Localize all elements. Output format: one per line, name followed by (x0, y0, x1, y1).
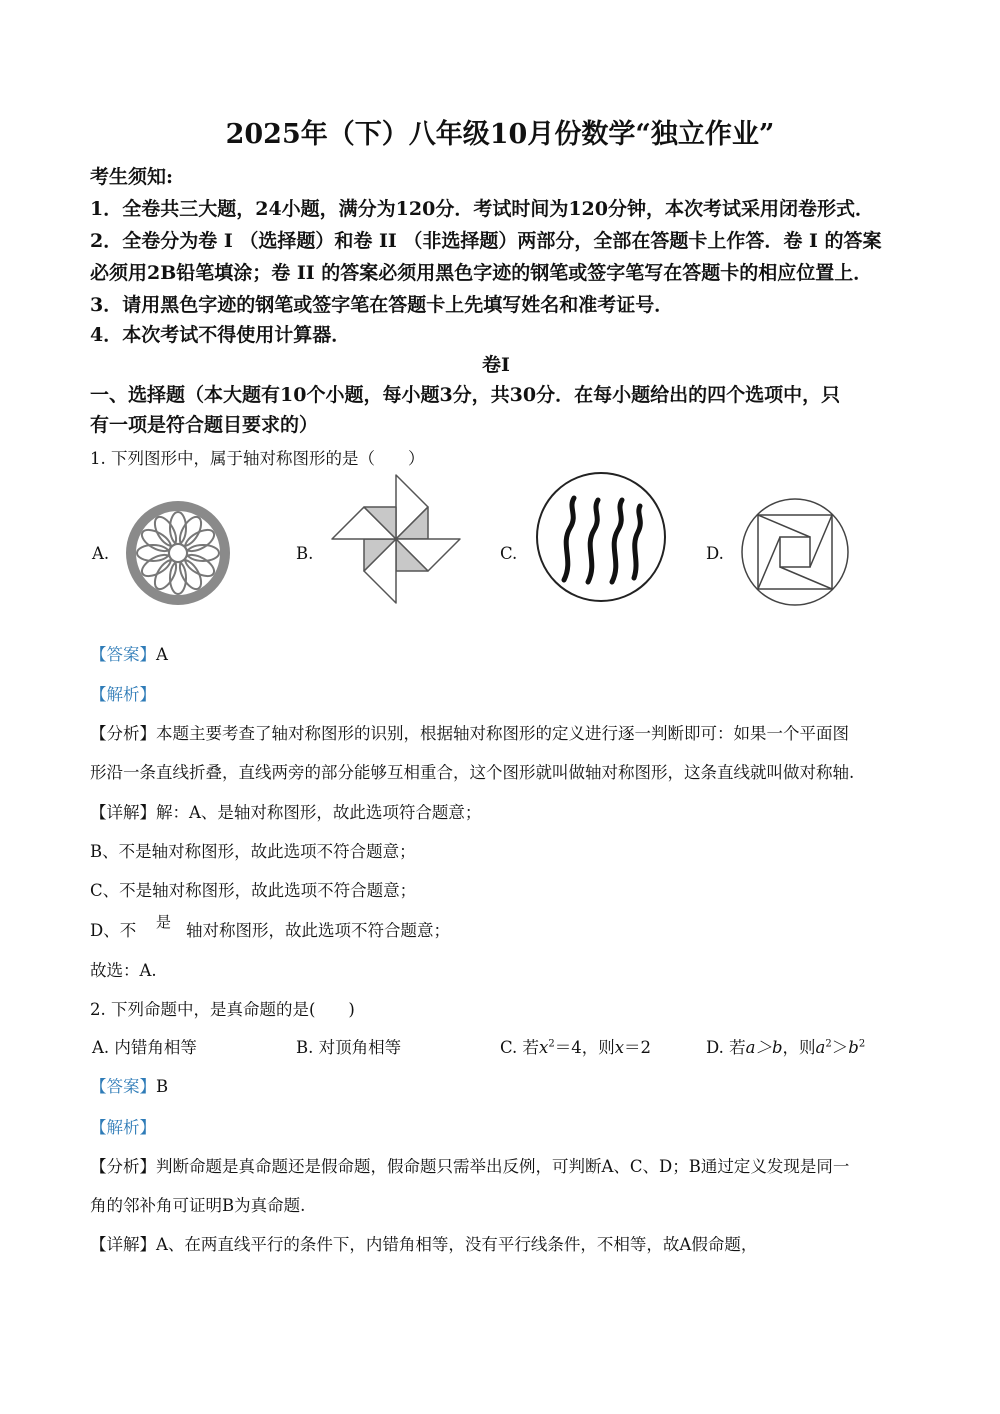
q2-xiangjie-a (90, 1231, 757, 1255)
q2-d-gt: ＞ (831, 1038, 849, 1057)
xiangjie-text: A、在两直线平行的条件下，内错角相等，没有平行线条件，不相等，故A假命题， (156, 1235, 758, 1254)
figure-b-pinwheel (330, 473, 462, 605)
q2-d-exp2: 2 (858, 1038, 866, 1050)
notice-line-1: 1．全卷共三大题，24小题，满分为120分．考试时间为120分钟，本次考试采用闭卷形式． (90, 198, 874, 220)
q2-c-eq: ＝4，则 (554, 1038, 615, 1057)
xiangjie-tag: 【详解】 (90, 803, 156, 822)
q2-answer (90, 1073, 168, 1097)
q1-conclusion: 故选：A. (90, 961, 157, 980)
figure-a-wheel (125, 500, 231, 606)
section-heading-a: 一、选择题（本大题有10个小题，每小题3分，共30分．在每小题给出的四个选项中，只 (90, 384, 841, 406)
q1-stem: 1. 下列图形中，属于轴对称图形的是（ ） (90, 449, 425, 468)
notice-line-2a: 2．全卷分为卷 I （选择题）和卷 II （非选择题）两部分，全部在答题卡上作答．卷 I 的答案 (90, 230, 882, 252)
q2-c-var2: x (614, 1038, 625, 1057)
q1-line-b: B、不是轴对称图形，故此选项不符合题意； (90, 842, 416, 861)
q1-option-c-label: C. (500, 544, 518, 563)
q2-option-d (706, 1034, 865, 1058)
q1-option-a-label: A. (92, 544, 110, 563)
q1-line-c: C、不是轴对称图形，故此选项不符合题意； (90, 881, 417, 900)
notice-line-4: 4．本次考试不得使用计算器． (90, 324, 351, 346)
figure-d-square (740, 497, 850, 607)
q2-option-b: B. 对顶角相等 (296, 1038, 402, 1057)
notice-line-3: 3．请用黑色字迹的钢笔或签字笔在答题卡上先填写姓名和准考证号． (90, 294, 674, 316)
q2-d-b: b (848, 1038, 859, 1057)
q2-d-exp1: 2 (825, 1038, 832, 1050)
figure-c-waves (534, 470, 668, 604)
q1-jiexi-tag: 【解析】 (90, 685, 156, 704)
q2-stem: 2. 下列命题中，是真命题的是( ) (90, 1000, 355, 1019)
fenxi-text: 判断命题是真命题还是假命题，假命题只需举出反例，可判断A、C、D；B通过定义发现是同一 (156, 1157, 850, 1176)
q2-jiexi-tag: 【解析】 (90, 1118, 156, 1137)
q1-line-d-start: D、不 (90, 921, 137, 940)
answer-tag: 【答案】 (90, 1077, 156, 1096)
answer-value: A (156, 645, 168, 664)
fenxi-tag: 【分析】 (90, 724, 156, 743)
notice-line-2b: 必须用2B铅笔填涂；卷 II 的答案必须用黑色字迹的钢笔或签字笔写在答题卡的相应位置上． (90, 262, 873, 284)
q2-c-exp: 2 (548, 1038, 555, 1050)
q2-d-expr: a＞b (745, 1038, 783, 1057)
q1-line-d-end: 轴对称图形，故此选项不符合题意； (186, 921, 450, 940)
q1-fenxi-b: 形沿一条直线折叠，直线两旁的部分能够互相重合，这个图形就叫做轴对称图形，这条直线就叫做对称轴. (90, 763, 855, 782)
q2-c-var: x (539, 1038, 549, 1057)
q2-option-c (500, 1034, 651, 1058)
q2-d-prefix: D. 若 (706, 1038, 746, 1057)
q1-option-d-label: D. (706, 544, 724, 563)
q1-fenxi-a (90, 720, 849, 744)
q2-fenxi-a (90, 1153, 849, 1177)
q2-fenxi-b: 角的邻补角可证明B为真命题. (90, 1196, 306, 1215)
q2-c-val: ＝2 (624, 1038, 652, 1057)
q1-line-d-shi: 是 (156, 913, 172, 931)
xiangjie-text: 解：A、是轴对称图形，故此选项符合题意； (156, 803, 482, 822)
q1-answer (90, 641, 168, 665)
q1-option-b-label: B. (296, 544, 314, 563)
answer-tag: 【答案】 (90, 645, 156, 664)
q2-d-then: ，则 (782, 1038, 816, 1057)
page-title: 2025年（下）八年级10月份数学“独立作业” (225, 119, 775, 150)
q1-xiangjie-a (90, 799, 481, 823)
fenxi-tag: 【分析】 (90, 1157, 156, 1176)
section-heading-b: 有一项是符合题目要求的） (90, 414, 319, 436)
answer-value: B (156, 1077, 169, 1096)
q2-option-a: A. 内错角相等 (92, 1038, 197, 1057)
q2-c-prefix: C. 若 (500, 1038, 540, 1057)
xiangjie-tag: 【详解】 (90, 1235, 156, 1254)
fenxi-text: 本题主要考查了轴对称图形的识别，根据轴对称图形的定义进行逐一判断即可：如果一个平面图 (156, 724, 849, 743)
notice-heading: 考生须知: (90, 166, 174, 188)
q2-d-a: a (815, 1038, 826, 1057)
volume-label: 卷I (482, 354, 510, 376)
